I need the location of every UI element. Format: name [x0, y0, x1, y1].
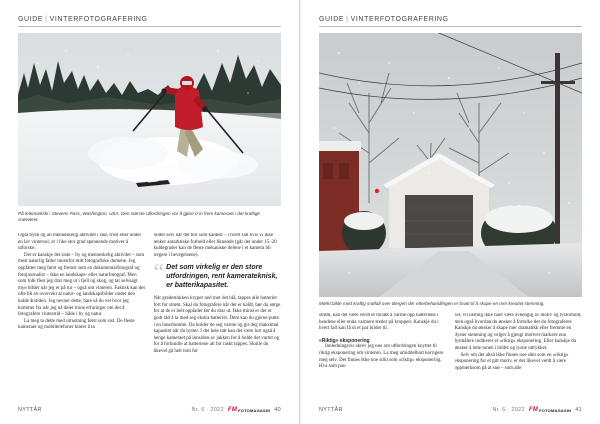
subheading: «Riktig» eksponering: [319, 337, 370, 344]
paragraph: Selv om det altså ikke finnes noe sånt som en «riktig» eksponering for et gitt motiv, er det likevel verdt å være oppmerksom på at snø – som alle: [454, 352, 569, 371]
page-footer: [319, 407, 582, 413]
paragraph: strøm, kan det være verdt et forsøk å varme opp batteriene i hendene eller enda varmere steder på kroppen. Kanskje du i hvert fall kan få ut et par bilder til.: [319, 313, 439, 332]
page-number: 40: [274, 407, 281, 413]
body-column-1: [319, 313, 447, 398]
section-label: GUIDE: [18, 16, 44, 23]
body-columns: [18, 233, 281, 397]
paragraph: Innledningsvis skrev jeg noe om utfordringen knyttet til riktig eksponering om vinteren. La meg umiddelbart korrigere meg selv. Det finnes ikke noe slikt som «riktig» eksponering. Hva som pas-: [319, 344, 444, 370]
paragraph: La meg ta dette med utrustning først som sist. De fleste kameraer og mobiltelefoner klarer å ta: [18, 318, 135, 331]
skier-photo: [18, 33, 281, 206]
pull-quote-text: Det som virkelig er den store utfordringen, rent kamerateknisk, er batterikapasitet.: [166, 264, 278, 289]
paragraph: ser, vil nemlig ikke bare være avhengig av motiv og lysforhold, men også hvordan du ønsker å fortolke det du fotograferer. Kanskje du ønsker å skape mer dramatikk eller fremme en dyster stemning og velger å gjengi motivet markere enn lysmålere indikerer er «riktig» eksponering. Eller kanskje du ønsker å lette tonen i bildet og lysne uttrykket.: [454, 313, 582, 351]
header-rule: [18, 26, 281, 27]
issue-number: Nr. 6 · 2022: [492, 407, 525, 413]
footer-label: NYTTÅR: [319, 407, 343, 413]
photo-caption: På telemarkski i Stevens Pass, Washington, USA. Den største utfordringen var å gjøre 0 m frem kameraet i det kraftige snøværet.: [18, 211, 260, 223]
street-photo-image: [319, 33, 582, 297]
photo-caption: Mørkt bilde med kraftig snøfall over Bergen der etterbehandlingen er brukt til å skape en mer kreativt stemning.: [319, 301, 545, 306]
right-page: [300, 0, 600, 424]
magazine-logo: FM FOTOMAGASIN: [528, 407, 572, 413]
street-photo: [319, 33, 582, 297]
body-column-2: [154, 233, 282, 397]
page-footer: [18, 407, 281, 413]
quote-mark-icon: “: [153, 260, 165, 287]
footer-label: NYTTÅR: [18, 407, 42, 413]
body-columns: [319, 313, 582, 398]
page-header: GUIDE | VINTERFOTOGRAFERING: [18, 16, 148, 23]
paragraph: Når gradestokken kryper ned mot det blå, tappes alle batterier fort for strøm. Skal du fotografere når det er kaldt, bør du sørge for at de er helt oppladet før du drar ut. Ikke minst er det et godt råd å ta med seg ekstra batterier. Dem kan du gjerne putte i en innerlomme. Da holder de seg varme og gir deg maksimal kapasitet når du bytter. I det hele tatt kan det være lurt også å henge kameraet på innsiden av jakken for å holde det varmt og for å forhindre at batteriene alt for raskt tappes. Skulle du likevel gå helt tom for: [153, 296, 281, 354]
header-rule: [319, 26, 582, 27]
magazine-logo: FM FOTOMAGASIN: [227, 407, 271, 413]
paragraph: bilder selv når det blir som kaldest – i hvert fall hvis vi ikke tenker antarktiske forhold eller liknende (går det under 15–20 kuldegrader kan de fleste mekaniske delene i et kamera bli tregere i bevegelsene).: [153, 233, 277, 258]
section-title: VINTERFOTOGRAFERING: [49, 16, 148, 23]
page-header: GUIDE | VINTERFOTOGRAFERING: [319, 16, 449, 23]
body-column-2: [455, 313, 583, 398]
paragraph: Det er kanskje det siste – by og menneskelig aktivitet – som mest naturlig faller innenfor mitt fotografiske domene. Jeg oppfatter meg først og fremst som en dokumentarfotograf og fotojournalist – ikke en landskaps- eller naturfotograf. Men som folk flest jeg drar meg ut i fjell og skog, og tar selvsagt mye bilder når jeg er på tur – også om vinteren. Faktisk kan det ofte bli en overvekt at natur- og landskapsbilder under den kalde årstiden. Jeg nevner dette, bare så du vet hvor jeg kommer fra når jeg nå deler mine erfaringer om det å fotografere vinterstid – både i by og natur.: [18, 252, 145, 318]
body-column-1: [18, 233, 146, 397]
section-label: GUIDE: [319, 16, 345, 23]
paragraph: Også byen og all menneskelig aktivitet i snø, frost eller under en lav vintersol, er i like stor grad spennende motiver å utforske.: [18, 233, 142, 252]
pull-quote: [153, 260, 282, 290]
issue-number: Nr. 6 · 2022: [191, 407, 224, 413]
section-title: VINTERFOTOGRAFERING: [350, 16, 449, 23]
page-number: 41: [575, 407, 582, 413]
skier-photo-image: [18, 33, 281, 206]
